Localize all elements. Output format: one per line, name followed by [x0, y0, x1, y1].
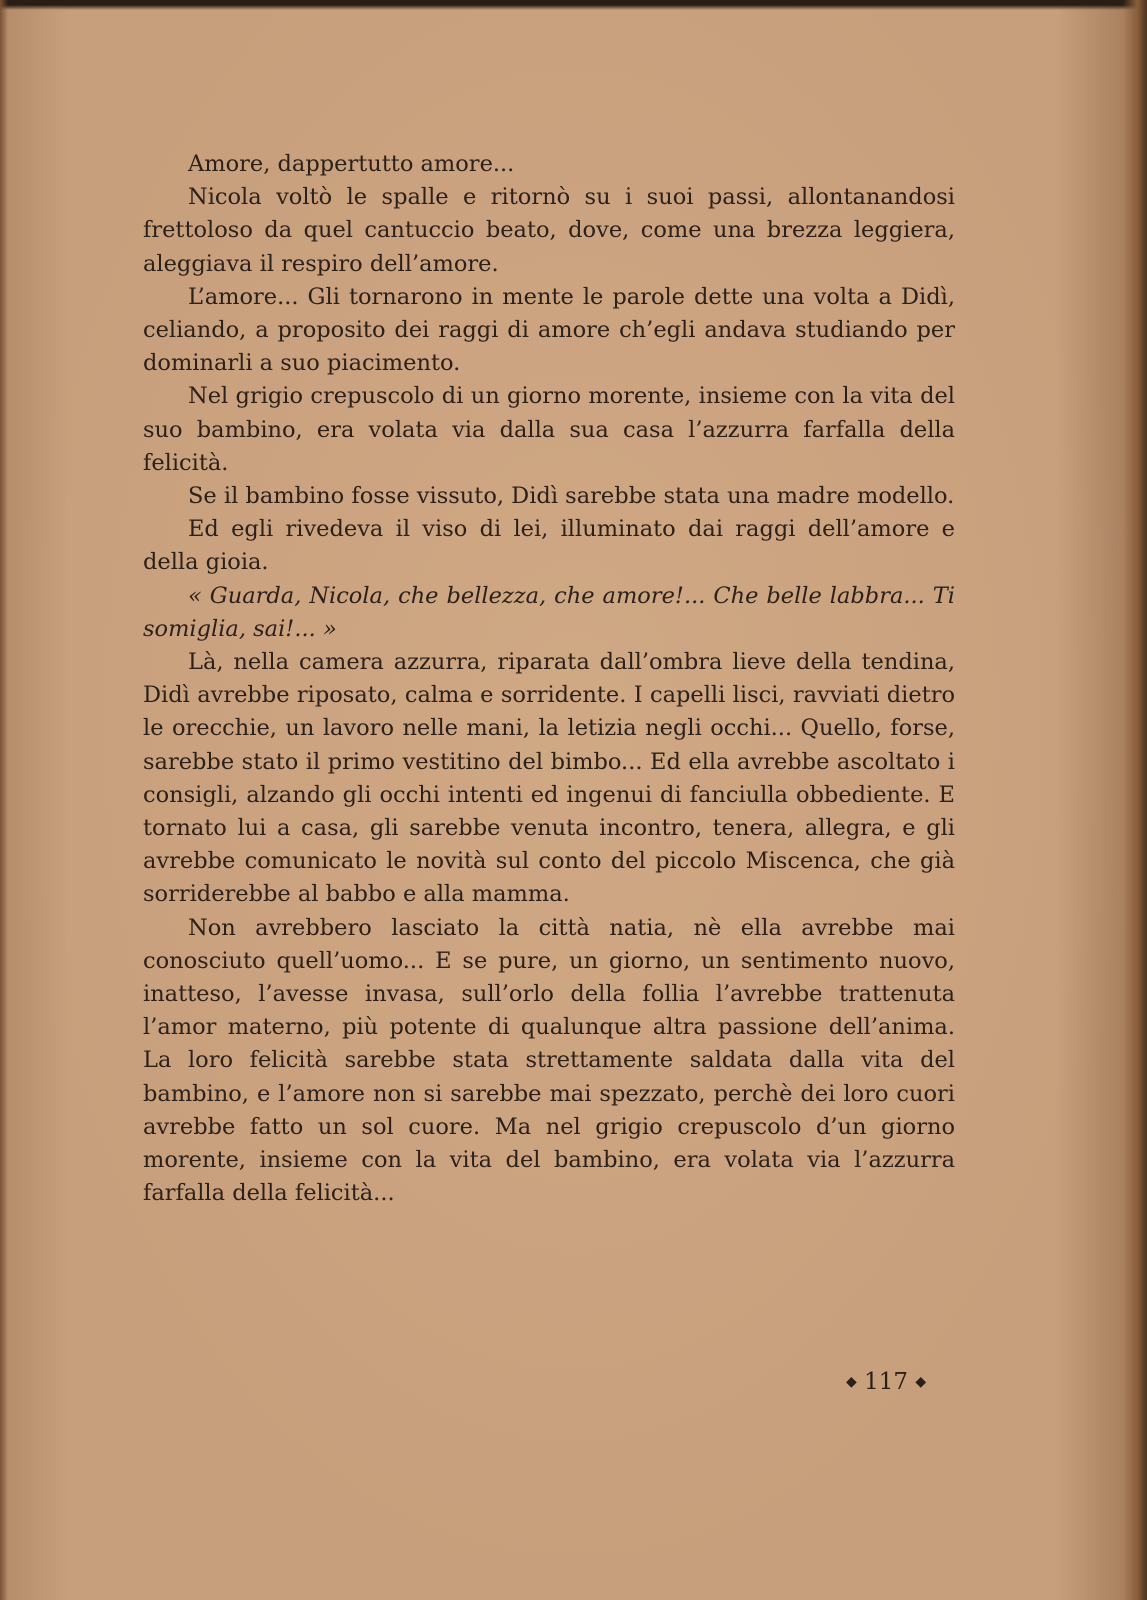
page-left-edge	[0, 0, 8, 1600]
paragraph: Non avrebbero lasciato la città natia, nè ella avrebbe mai conosciuto quell’uomo... E se pure, un giorno, un sentimento nuovo, inatteso, l’avesse invasa, sull’orlo della follia l’avrebbe trattenuta l’amor materno, più potente di qualunque altra passione dell’anima. La loro felicità sarebbe stata strettamente saldata dalla vita del bambino, e l’amore non si sarebbe mai spezzato, perchè dei loro cuori avrebbe fatto un sol cuore. Ma nel grigio crepuscolo d’un giorno morente, insieme con la vita del bambino, era volata via l’azzurra farfalla della felicità...	[143, 914, 955, 1207]
paragraph: Là, nella camera azzurra, riparata dall’ombra lieve della tendina, Didì avrebbe riposato, calma e sorridente. I capelli lisci, ravviati dietro le orecchie, un lavoro nelle mani, la letizia negli occhi... Quello, forse, sarebbe stato il primo vestitino del bimbo... Ed ella avrebbe ascoltato i consigli, alzando gli occhi intenti ed ingenui di fanciulla obbediente. E tornato lui a casa, gli sarebbe venuta incontro, tenera, allegra, e gli avrebbe comunicato le novità sul conto del piccolo Miscenca, che già sorriderebbe al babbo e alla mamma.	[143, 649, 955, 908]
page-number-value: 117	[864, 1369, 908, 1395]
body-text	[143, 148, 955, 1211]
page-right-edge	[1123, 0, 1147, 1600]
diamond-ornament-icon: ◆	[915, 1374, 927, 1390]
paragraph: Nel grigio crepuscolo di un giorno morente, insieme con la vita del suo bambino, era volata via dalla sua casa l’azzurra farfalla della felicità.	[143, 383, 955, 476]
quoted-speech-paragraph: « Guarda, Nicola, che bellezza, che amore!... Che belle labbra... Ti somiglia, sai!... »	[143, 582, 955, 642]
paragraph: L’amore... Gli tornarono in mente le parole dette una volta a Didì, celiando, a proposito dei raggi di amore ch’egli andava studiando per dominarli a suo piacimento.	[143, 283, 955, 377]
paragraph: Ed egli rivedeva il viso di lei, illuminato dai raggi dell’amore e della gioia.	[143, 516, 955, 576]
paragraph: Se il bambino fosse vissuto, Didì sarebbe stata una madre modello.	[188, 483, 955, 510]
diamond-ornament-icon: ◆	[846, 1374, 857, 1390]
paragraph: Nicola voltò le spalle e ritornò su i suoi passi, allontanandosi frettoloso da quel cantuccio beato, dove, come una brezza leggiera, aleggiava il respiro dell’amore.	[143, 184, 955, 277]
paragraph: Amore, dappertutto amore...	[188, 151, 515, 177]
page-number	[846, 1367, 926, 1397]
page-top-edge	[0, 0, 1147, 10]
